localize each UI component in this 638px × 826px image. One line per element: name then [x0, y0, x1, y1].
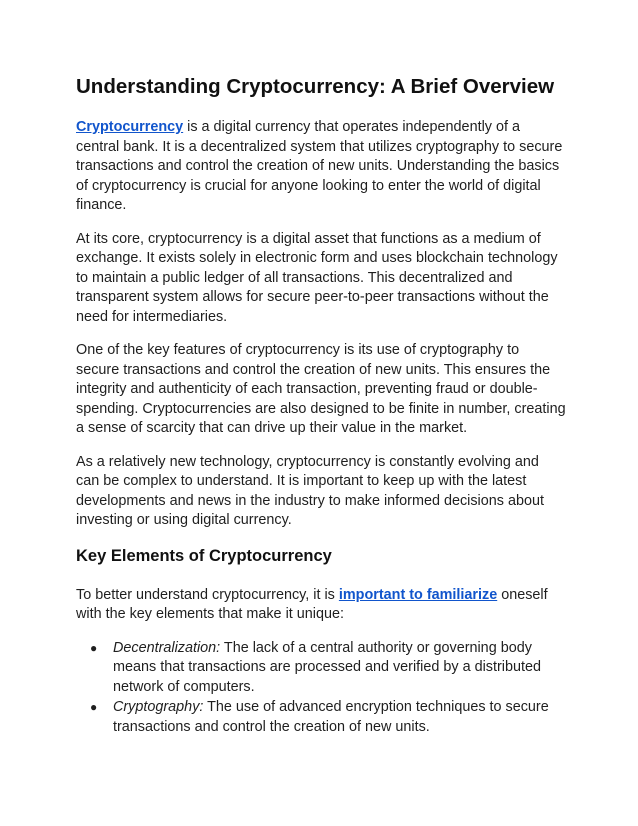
- paragraph-evolving: As a relatively new technology, cryptocurrency is constantly evolving and can be complex to understand. It is important to keep up with the latest developments and news in the industry to make informed decisions about investing or using digital currency.: [76, 453, 544, 528]
- cryptocurrency-link[interactable]: Cryptocurrency: [76, 119, 184, 135]
- key-elements-list: [76, 639, 566, 738]
- intro-text: is a digital currency that operates independently of a central bank. It is a decentralized system that utilizes cryptography to secure transactions and control the creation of new units. Understanding the basics of cryptocurrency is crucial for anyone looking to enter the world of digital finance.: [76, 119, 563, 213]
- bullet-icon: ●: [90, 700, 98, 714]
- list-item: [90, 698, 566, 737]
- list-item-text: The lack of a central authority or governing body means that transactions are processed and verified by a distributed network of computers.: [113, 639, 541, 695]
- intro-paragraph: [76, 118, 566, 216]
- familiarize-link[interactable]: important to familiarize: [338, 586, 498, 603]
- section-lead-text-before: To better understand cryptocurrency, it is: [76, 586, 339, 603]
- document-title: Understanding Cryptocurrency: A Brief Overview: [76, 75, 555, 98]
- section-heading: Key Elements of Cryptocurrency: [76, 546, 332, 565]
- section-lead-paragraph: [76, 586, 566, 625]
- paragraph-core: At its core, cryptocurrency is a digital asset that functions as a medium of exchange. It exists solely in electronic form and uses blockchain technology to maintain a public ledger of all transactions. This decentralized and transparent system allows for secure peer-to-peer transactions without the need for intermediaries.: [76, 230, 558, 325]
- section-lead-text-after: oneself with the key elements that make it unique:: [76, 586, 548, 622]
- document-page: [76, 74, 566, 738]
- list-item-term: Cryptography:: [113, 699, 204, 715]
- bullet-icon: ●: [90, 640, 98, 655]
- list-item-term: Decentralization:: [113, 639, 221, 656]
- list-item: [90, 639, 566, 698]
- list-item-text: The use of advanced encryption techniques to secure transactions and control the creation of new units.: [113, 699, 549, 735]
- paragraph-features: One of the key features of cryptocurrency is its use of cryptography to secure transactions and control the creation of new units. This ensures the integrity and authenticity of each transaction, preventing fraud or double-spending. Cryptocurrencies are also designed to be finite in number, creating a sense of scarcity that can drive up their value in the market.: [76, 342, 566, 436]
